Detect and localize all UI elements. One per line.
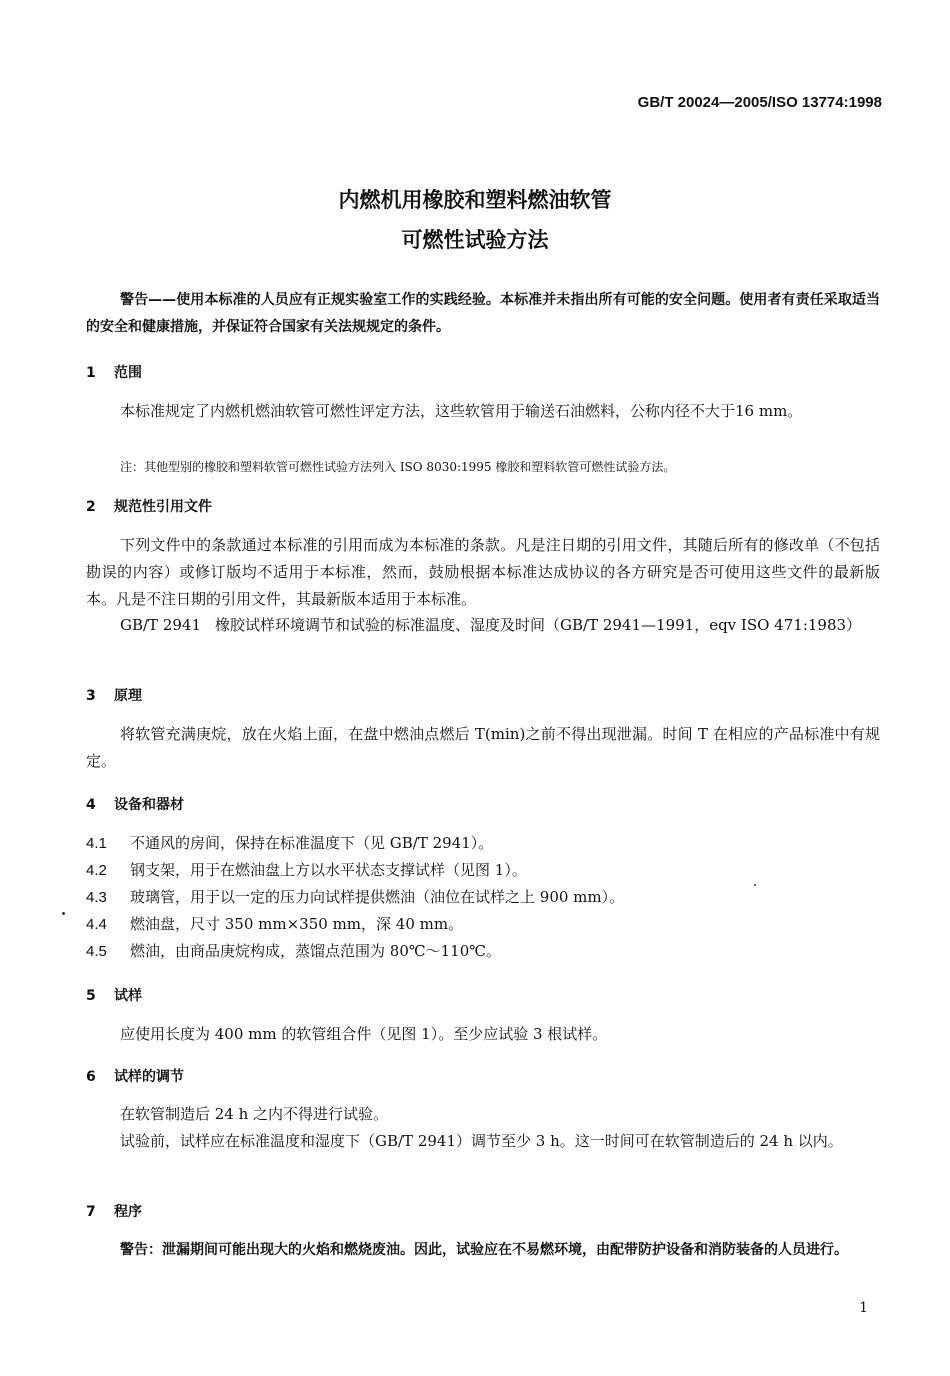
section-number: 5 [86,988,96,1004]
equipment-item [86,913,463,934]
section-title: 范围 [114,365,142,381]
section-1-note: 注：其他型别的橡胶和塑料软管可燃性试验方法列入 ISO 8030:1995 橡胶和塑料软管可燃性试验方法。 [120,460,676,474]
section-number: 3 [86,688,96,704]
section-number: 2 [86,499,96,515]
reference-title: 橡胶试样环境调节和试验的标准温度、湿度及时间（GB/T 2941—1991，eqv ISO 471:1983） [215,616,862,634]
section-2-heading [86,496,212,516]
section-number: 6 [86,1069,96,1085]
equipment-item [86,832,493,853]
section-title: 试样 [114,988,142,1004]
page-number: 1 [859,1300,868,1316]
item-number: 4.3 [86,889,107,906]
document-title-line-2: 可燃性试验方法 [401,228,549,252]
section-7-warning: 警告：泄漏期间可能出现大的火焰和燃烧废油。因此，试验应在不易燃环境，由配带防护设备和消防装备的人员进行。 [120,1242,848,1258]
section-1-heading [86,362,142,382]
section-title: 程序 [114,1204,142,1220]
section-6-text-2: 试验前，试样应在标准温度和湿度下（GB/T 2941）调节至少 3 h。这一时间可在软管制造后的 24 h 以内。 [120,1132,843,1150]
section-5-heading [86,985,142,1005]
item-text: 钢支架，用于在燃油盘上方以水平状态支撑试样（见图 1）。 [130,861,527,879]
section-number: 4 [86,797,96,813]
reference-code: GB/T 2941 [120,616,202,634]
section-3-text: 将软管充满庚烷，放在火焰上面，在盘中燃油点燃后 T(min)之前不得出现泄漏。时间 T 在相应的产品标准中有规定。 [86,725,880,770]
safety-warning: 警告——使用本标准的人员应有正规实验室工作的实践经验。本标准并未指出所有可能的安全问题。使用者有责任采取适当的安全和健康措施，并保证符合国家有关法规规定的条件。 [86,292,880,335]
item-text: 燃油，由商品庚烷构成，蒸馏点范围为 80℃～110℃。 [130,942,502,960]
section-6-text-1: 在软管制造后 24 h 之内不得进行试验。 [120,1105,389,1123]
section-title: 试样的调节 [114,1069,184,1085]
section-number: 7 [86,1204,96,1220]
section-3-heading [86,685,142,705]
section-title: 规范性引用文件 [114,499,212,515]
section-2-text: 下列文件中的条款通过本标准的引用而成为本标准的条款。凡是注日期的引用文件，其随后所有的修改单（不包括勘误的内容）或修订版均不适用于本标准，然而，鼓励根据本标准达成协议的各方研究是否可使用这些文件的最新版本。凡是不注日期的引用文件，其最新版本适用于本标准。 [86,536,880,608]
section-number: 1 [86,365,96,381]
equipment-item [86,940,501,961]
document-title-line-1: 内燃机用橡胶和塑料燃油软管 [338,188,612,212]
section-7-heading [86,1201,142,1221]
equipment-item [86,886,624,907]
scan-speck [62,912,65,915]
item-text: 不通风的房间，保持在标准温度下（见 GB/T 2941）。 [130,834,494,852]
section-6-heading [86,1066,184,1086]
item-number: 4.4 [86,916,107,933]
equipment-item [86,859,527,880]
scan-speck [754,884,756,886]
normative-reference [86,612,880,639]
item-text: 玻璃管，用于以一定的压力向试样提供燃油（油位在试样之上 900 mm）。 [130,888,625,906]
standard-code: GB/T 20024—2005/ISO 13774:1998 [637,94,882,111]
section-4-heading [86,794,184,814]
item-number: 4.5 [86,943,107,960]
section-title: 设备和器材 [114,797,184,813]
item-text: 燃油盘，尺寸 350 mm×350 mm，深 40 mm。 [130,915,464,933]
section-5-text: 应使用长度为 400 mm 的软管组合件（见图 1）。至少应试验 3 根试样。 [120,1025,608,1043]
item-number: 4.2 [86,862,107,879]
section-title: 原理 [114,688,142,704]
section-1-text: 本标准规定了内燃机燃油软管可燃性评定方法，这些软管用于输送石油燃料，公称内径不大于16 mm。 [120,402,803,420]
item-number: 4.1 [86,835,107,852]
